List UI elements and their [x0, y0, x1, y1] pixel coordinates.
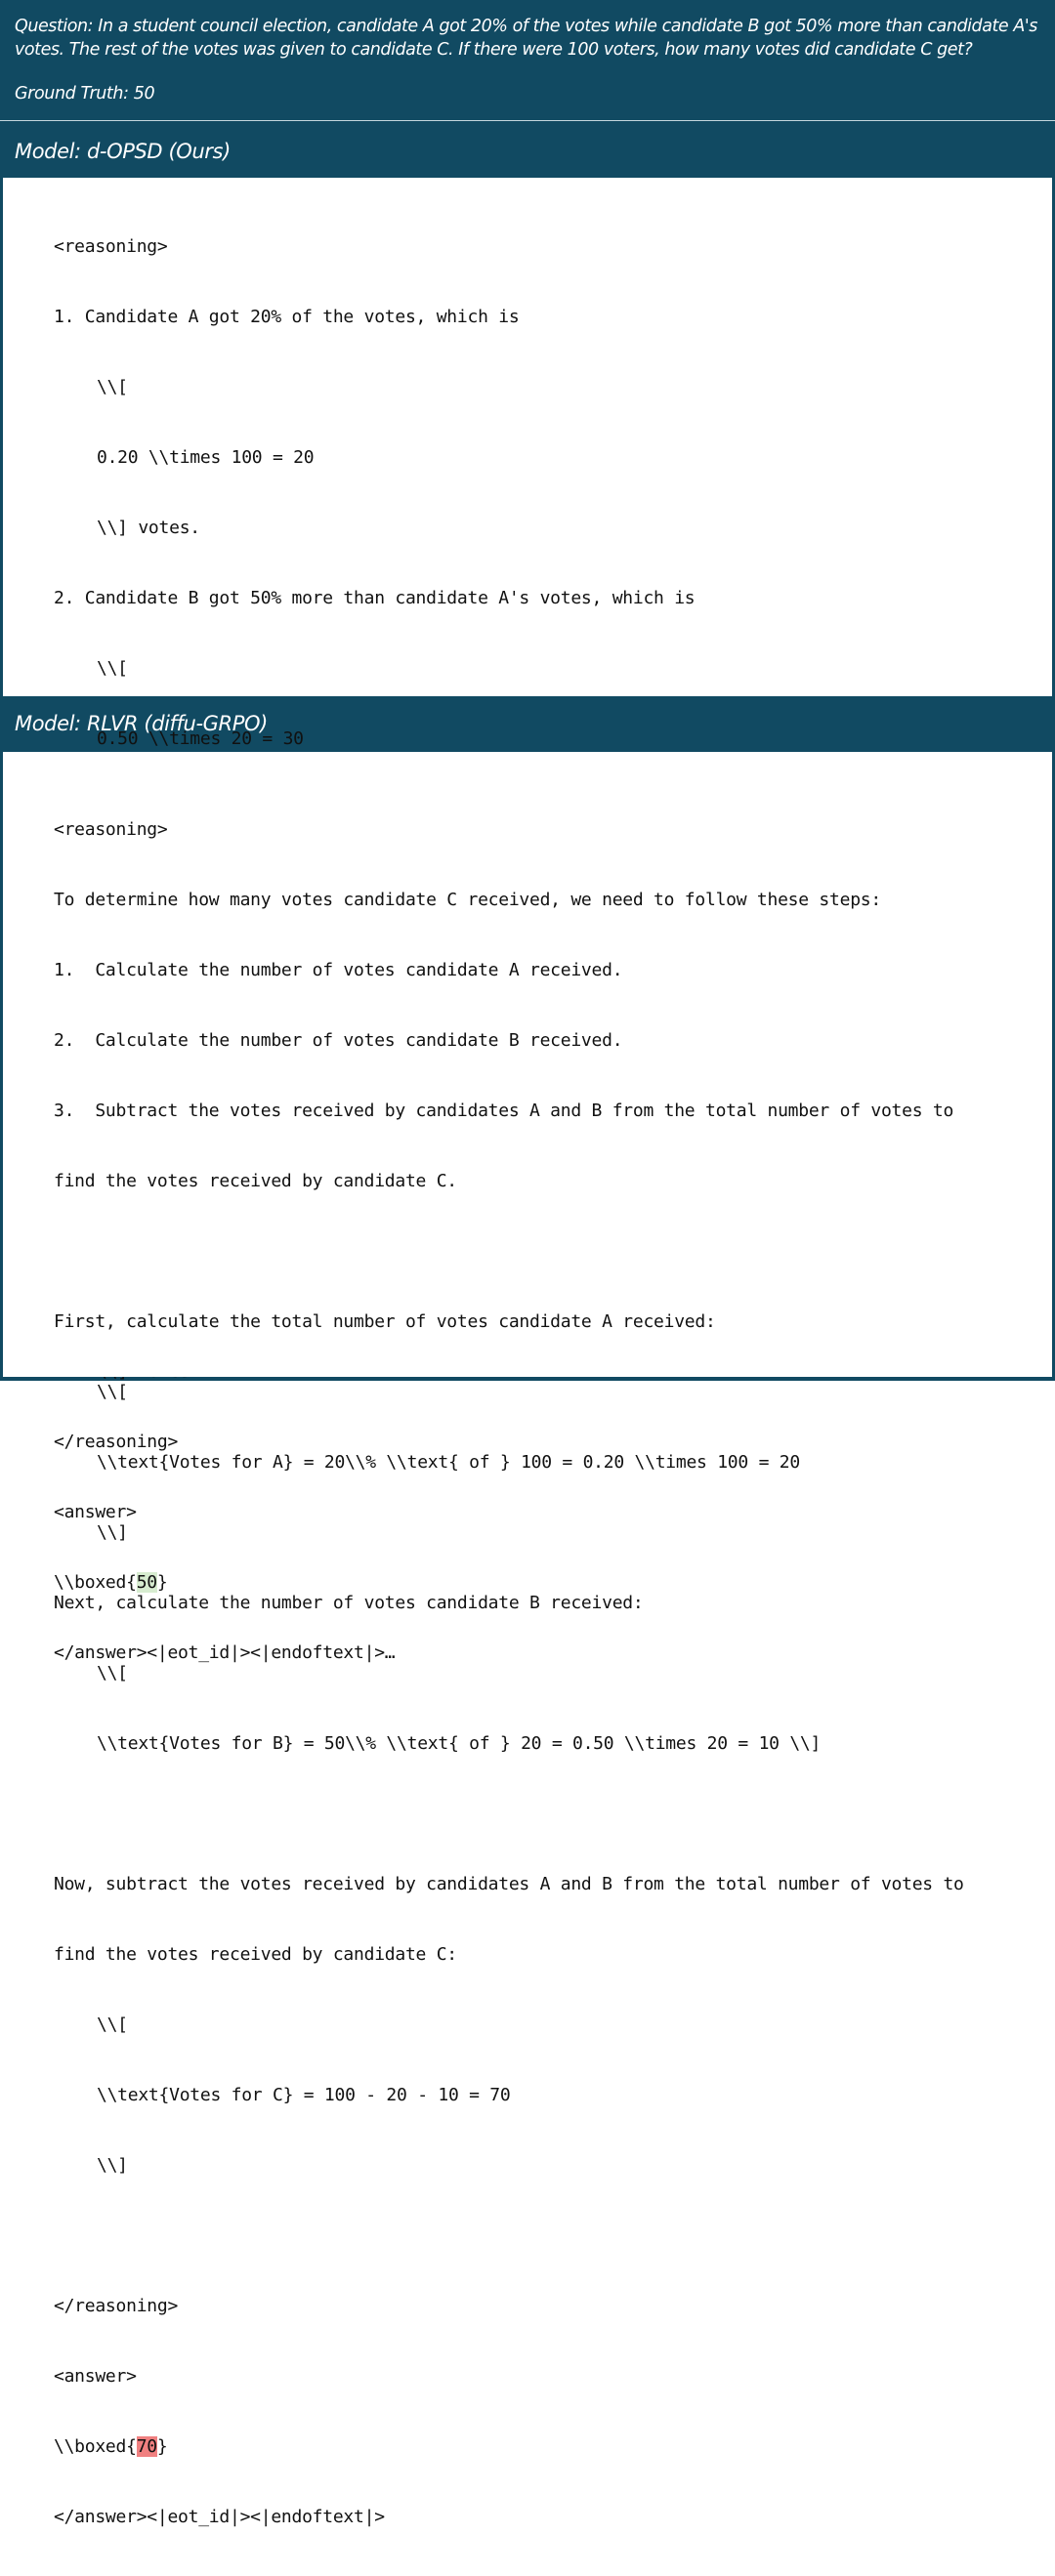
code-line: </reasoning>	[54, 2296, 179, 2316]
code-line: First, calculate the total number of votes candidate A received:	[54, 1311, 716, 1332]
blank-line	[54, 2224, 1052, 2248]
code-line: 2. Calculate the number of votes candidate B received.	[54, 1030, 623, 1051]
model-title-dopsd: Model: d-OPSD (Ours)	[15, 140, 231, 163]
code-line: \\text{Votes for B} = 50\\% \\text{ of } 20 = 0.50 \\times 20 = 10 \\]	[97, 1733, 822, 1754]
ground-truth-label: Ground Truth: 50	[15, 84, 155, 104]
boxed-prefix: \\boxed{	[54, 2436, 137, 2457]
code-line: <reasoning>	[54, 819, 168, 840]
code-line: find the votes received by candidate C.	[54, 1171, 457, 1191]
code-line: \\] votes.	[97, 518, 200, 538]
code-line: </answer><|eot_id|><|endoftext|>	[54, 2507, 385, 2527]
question-text: Question: In a student council election, candidate A got 20% of the votes while candidate B got 50% more than candidate A's votes. The rest of the votes was given to candidate C. If there were 100 voters, how many votes did candidate C get?	[15, 17, 1037, 60]
boxed-suffix: }	[156, 2436, 168, 2457]
code-line: \\text{Votes for A} = 20\\% \\text{ of } 100 = 0.20 \\times 100 = 20	[97, 1452, 800, 1473]
code-line: 0.50 \\times 20 = 30	[97, 728, 304, 749]
divider	[0, 120, 1055, 121]
blank-line	[54, 1240, 1052, 1264]
code-line: <answer>	[54, 2366, 137, 2387]
model-title-rlvr: Model: RLVR (diffu-GRPO)	[15, 712, 268, 735]
code-line: \\[	[97, 1663, 128, 1683]
code-line: <reasoning>	[54, 236, 168, 257]
code-line: Now, subtract the votes received by candidates A and B from the total number of votes to	[54, 1874, 964, 1894]
code-line: 3. Subtract the votes received by candidates A and B from the total number of votes to	[54, 1101, 954, 1121]
code-line: 1. Candidate A got 20% of the votes, which is	[54, 307, 520, 327]
code-line: \\[	[97, 2015, 128, 2035]
code-line: Next, calculate the number of votes candidate B received:	[54, 1593, 644, 1613]
answer-value-correct: 50	[136, 1572, 157, 1593]
model-output-code	[54, 771, 1052, 2576]
code-line: To determine how many votes candidate C received, we need to follow these steps:	[54, 890, 881, 910]
answer-value-incorrect: 70	[136, 2436, 157, 2457]
code-line: <answer>	[54, 1502, 137, 1522]
code-line: \\[	[97, 377, 128, 397]
code-line: 0.20 \\times 100 = 20	[97, 447, 315, 468]
code-line: 2. Candidate B got 50% more than candidate A's votes, which is	[54, 588, 696, 608]
blank-line	[54, 1803, 1052, 1826]
code-line: \\[	[97, 1382, 128, 1402]
model-output-panel-rlvr	[3, 752, 1052, 2527]
boxed-answer-line	[54, 2435, 1052, 2459]
boxed-suffix: }	[156, 1572, 168, 1593]
boxed-prefix: \\boxed{	[54, 1572, 137, 1593]
code-line: </answer><|eot_id|><|endoftext|>…	[54, 1642, 396, 1663]
code-line: \\text{Votes for C} = 100 - 20 - 10 = 70	[97, 2085, 511, 2105]
code-line: 1. Calculate the number of votes candidate A received.	[54, 960, 623, 980]
code-line: \\]	[97, 2155, 128, 2176]
code-line: \\[	[97, 658, 128, 679]
code-line: \\]	[97, 1522, 128, 1543]
code-line: </reasoning>	[54, 1432, 179, 1452]
code-line: find the votes received by candidate C:	[54, 1944, 457, 1965]
